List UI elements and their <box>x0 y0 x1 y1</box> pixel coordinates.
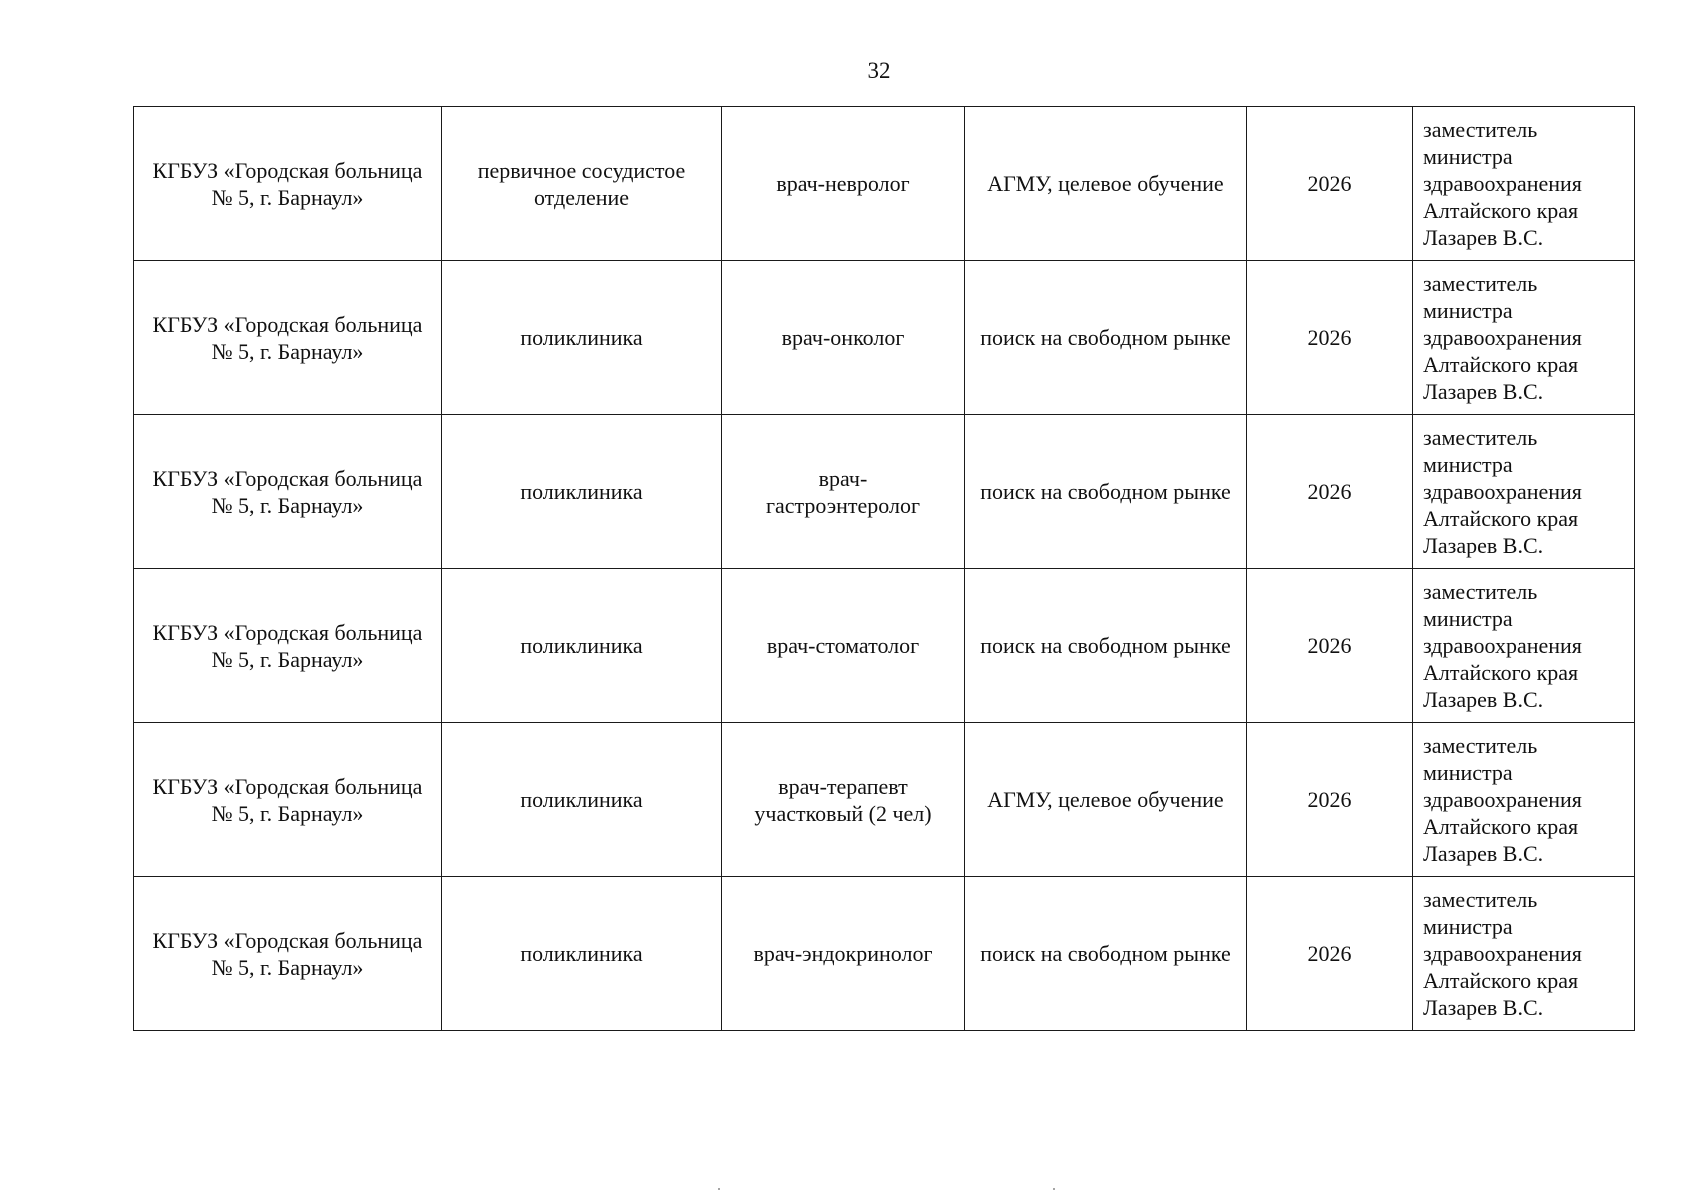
unit-cell: поликлиника <box>442 877 722 1031</box>
staffing-table <box>133 106 1635 1031</box>
position-cell: врач-терапевт участковый (2 чел) <box>722 723 965 877</box>
source-cell: поиск на свободном рынке <box>965 569 1247 723</box>
year-cell: 2026 <box>1247 723 1413 877</box>
org-cell: КГБУЗ «Городская больница № 5, г. Барнаул» <box>134 569 442 723</box>
year-cell: 2026 <box>1247 415 1413 569</box>
table-row <box>134 415 1635 569</box>
table-row <box>134 107 1635 261</box>
org-cell: КГБУЗ «Городская больница № 5, г. Барнаул» <box>134 723 442 877</box>
source-cell: АГМУ, целевое обучение <box>965 107 1247 261</box>
unit-cell: поликлиника <box>442 261 722 415</box>
org-cell: КГБУЗ «Городская больница № 5, г. Барнаул» <box>134 107 442 261</box>
scan-speck <box>718 1188 720 1190</box>
position-cell: врач-эндокринолог <box>722 877 965 1031</box>
responsible-cell: заместитель министра здравоохранения Алтайского края Лазарев В.С. <box>1413 569 1635 723</box>
responsible-cell: заместитель министра здравоохранения Алтайского края Лазарев В.С. <box>1413 723 1635 877</box>
position-cell: врач- гастроэнтеролог <box>722 415 965 569</box>
org-cell: КГБУЗ «Городская больница № 5, г. Барнаул» <box>134 261 442 415</box>
position-cell: врач-стоматолог <box>722 569 965 723</box>
unit-cell: поликлиника <box>442 415 722 569</box>
unit-cell: первичное сосудистое отделение <box>442 107 722 261</box>
responsible-cell: заместитель министра здравоохранения Алтайского края Лазарев В.С. <box>1413 877 1635 1031</box>
position-cell: врач-невролог <box>722 107 965 261</box>
table-row <box>134 569 1635 723</box>
responsible-cell: заместитель министра здравоохранения Алтайского края Лазарев В.С. <box>1413 107 1635 261</box>
org-cell: КГБУЗ «Городская больница № 5, г. Барнаул» <box>134 415 442 569</box>
table-row <box>134 877 1635 1031</box>
year-cell: 2026 <box>1247 107 1413 261</box>
source-cell: поиск на свободном рынке <box>965 877 1247 1031</box>
source-cell: поиск на свободном рынке <box>965 415 1247 569</box>
responsible-cell: заместитель министра здравоохранения Алтайского края Лазарев В.С. <box>1413 415 1635 569</box>
source-cell: АГМУ, целевое обучение <box>965 723 1247 877</box>
unit-cell: поликлиника <box>442 569 722 723</box>
unit-cell: поликлиника <box>442 723 722 877</box>
table-row <box>134 261 1635 415</box>
position-cell: врач-онколог <box>722 261 965 415</box>
org-cell: КГБУЗ «Городская больница № 5, г. Барнаул» <box>134 877 442 1031</box>
year-cell: 2026 <box>1247 569 1413 723</box>
table-row <box>134 723 1635 877</box>
responsible-cell: заместитель министра здравоохранения Алтайского края Лазарев В.С. <box>1413 261 1635 415</box>
page-number: 32 <box>867 58 891 83</box>
scan-speck <box>1053 1188 1055 1190</box>
year-cell: 2026 <box>1247 261 1413 415</box>
source-cell: поиск на свободном рынке <box>965 261 1247 415</box>
year-cell: 2026 <box>1247 877 1413 1031</box>
